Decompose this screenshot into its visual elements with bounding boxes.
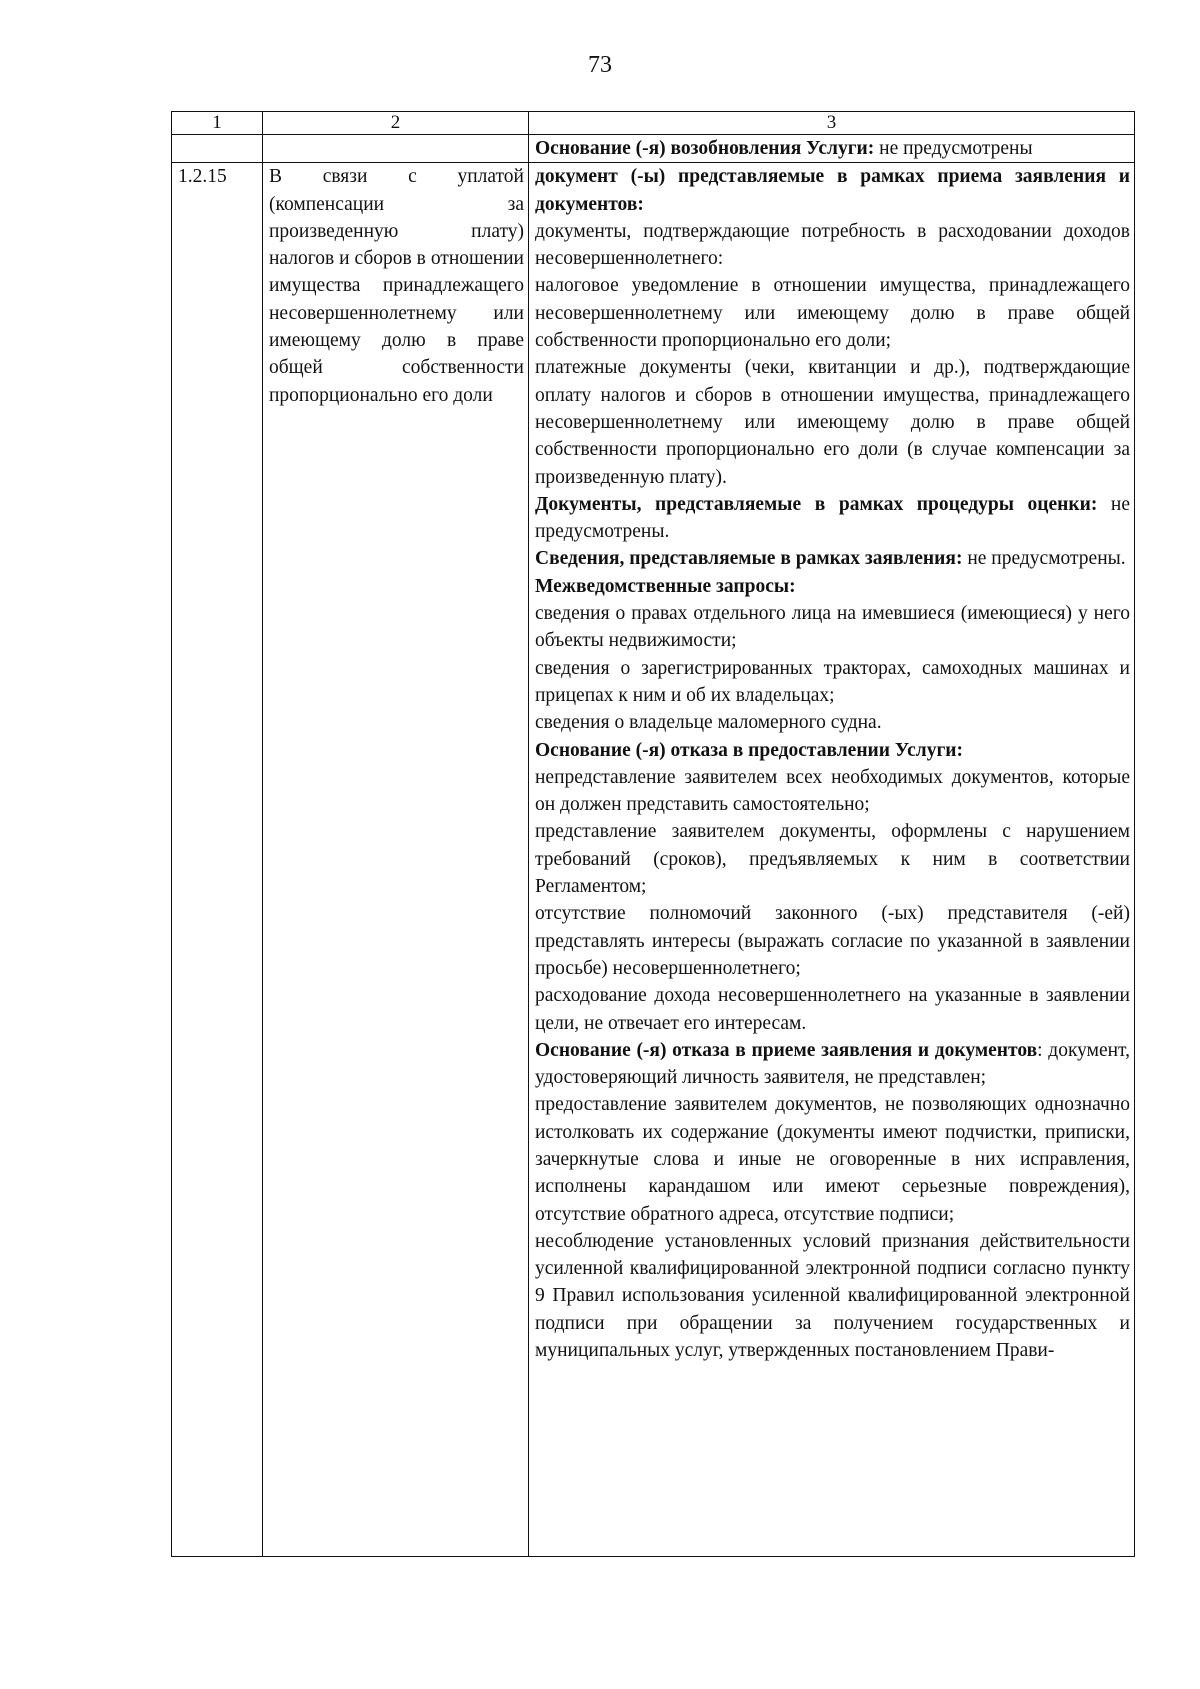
paragraph-text: расходование дохода несовершеннолетнего на указанные в заявлении цели, не отвечает его интересам. — [535, 985, 1130, 1034]
table-row-continuation — [172, 135, 1135, 163]
paragraph-text: непредставление заявителем всех необходимых документов, которые он должен представить самостоятельно; — [535, 766, 1130, 816]
paragraph-heading: Основание (-я) отказа в приеме заявления и документов — [535, 1039, 1038, 1061]
requirements-paragraph — [535, 1037, 1130, 1092]
row0-col1 — [172, 135, 263, 163]
requirements-paragraph — [535, 655, 1130, 710]
paragraph-text: сведения о владельце маломерного судна. — [535, 712, 882, 734]
paragraph-heading: Основание (-я) отказа в предоставлении Услуги: — [535, 739, 964, 761]
paragraph-heading: Сведения, представляемые в рамках заявления: — [535, 548, 963, 570]
requirements-paragraph — [535, 218, 1130, 273]
requirements-paragraph — [535, 600, 1130, 655]
column-header-3: 3 — [529, 112, 1135, 135]
requirements-cell — [529, 163, 1135, 1557]
paragraph-text: не предусмотрены. — [535, 493, 1131, 543]
paragraph-text: представление заявителем документы, оформлены с нарушением требований (сроков), предъявляемых к ним в соответствии Регламентом; — [535, 821, 1130, 898]
regulation-table — [171, 111, 1135, 1557]
paragraph-text: не предусмотрены. — [962, 548, 1126, 570]
paragraph-text: платежные документы (чеки, квитанции и др.), подтверждающие оплату налогов и сборов в отношении имущества, принадлежащего несовершеннолетнему или имеющему долю в праве общей собственности пропорционально его доли (в случае компенсации за произведенную плату). — [535, 357, 1130, 488]
row0-col3 — [529, 135, 1135, 163]
column-header-1: 1 — [172, 112, 263, 135]
column-header-2: 2 — [263, 112, 529, 135]
requirements-paragraph — [535, 709, 1130, 736]
requirements-paragraph — [535, 272, 1130, 354]
requirements-paragraph — [535, 573, 1130, 600]
requirements-paragraph — [535, 737, 1130, 764]
requirements-paragraph — [535, 982, 1130, 1037]
paragraph-heading: документ (-ы) представляемые в рамках приема заявления и документов: — [535, 166, 1130, 215]
paragraph-text: сведения о зарегистрированных тракторах, самоходных машинах и прицепах к ним и об их владельцах; — [535, 657, 1130, 706]
header-row — [172, 112, 1135, 135]
requirements-paragraph — [535, 163, 1130, 218]
row-number-cell: 1.2.15 — [172, 163, 263, 1557]
paragraph-text: сведения о правах отдельного лица на имевшиеся (имеющиеся) у него объекты недвижимости; — [535, 603, 1130, 652]
requirements-paragraph — [535, 900, 1130, 982]
paragraph-text: : документ, удостоверяющий личность заявителя, не представлен; — [535, 1039, 1130, 1089]
resumption-basis-text: не предусмотрены — [874, 138, 1033, 159]
paragraph-text: налоговое уведомление в отношении имущества, принадлежащего несовершеннолетнему или имеющему долю в праве общей собственности пропорционально его доли; — [535, 275, 1130, 352]
page-number: 73 — [588, 52, 612, 78]
requirements-paragraph — [535, 1228, 1130, 1364]
paragraph-text: отсутствие полномочий законного (-ых) представителя (-ей) представлять интересы (выражать согласие по указанной в заявлении просьбе) несовершеннолетнего; — [535, 903, 1130, 979]
requirements-paragraph — [535, 491, 1130, 546]
paragraph-heading: Документы, представляемые в рамках процедуры оценки: — [535, 493, 1098, 515]
table-row-1-2-15 — [172, 163, 1135, 1557]
paragraph-text: несоблюдение установленных условий признания действительности усиленной квалифицированной электронной подписи согласно пункту 9 Правил использования усиленной квалифицированной электронной подписи при обращении за получением государственных и муниципальных услуг, утвержденных постановлением Прави- — [535, 1230, 1130, 1362]
paragraph-text: предоставление заявителем документов, не позволяющих однозначно истолковать их содержание (документы имеют подчистки, приписки, зачеркнутые слова и иные не оговоренные в них исправления, исполнены карандашом или имеют серьезные повреждения), отсутствие обратного адреса, отсутствие подписи; — [535, 1094, 1130, 1225]
requirements-paragraph — [535, 545, 1130, 572]
requirements-paragraph — [535, 818, 1130, 900]
requirements-paragraph — [535, 354, 1130, 490]
row0-col2 — [263, 135, 529, 163]
requirements-paragraph — [535, 1091, 1130, 1227]
paragraph-heading: Межведомственные запросы: — [535, 575, 796, 597]
requirements-paragraph — [535, 764, 1130, 819]
resumption-basis-heading: Основание (-я) возобновления Услуги: — [535, 138, 875, 159]
paragraph-text: документы, подтверждающие потребность в расходовании доходов несовершеннолетнего: — [535, 220, 1130, 270]
service-ground-cell: В связи с уплатой (компенсации за произведенную плату) налогов и сборов в отношении имущества принадлежащего несовершеннолетнему или имеющему долю в праве общей собственности пропорционально его доли — [263, 163, 529, 1557]
